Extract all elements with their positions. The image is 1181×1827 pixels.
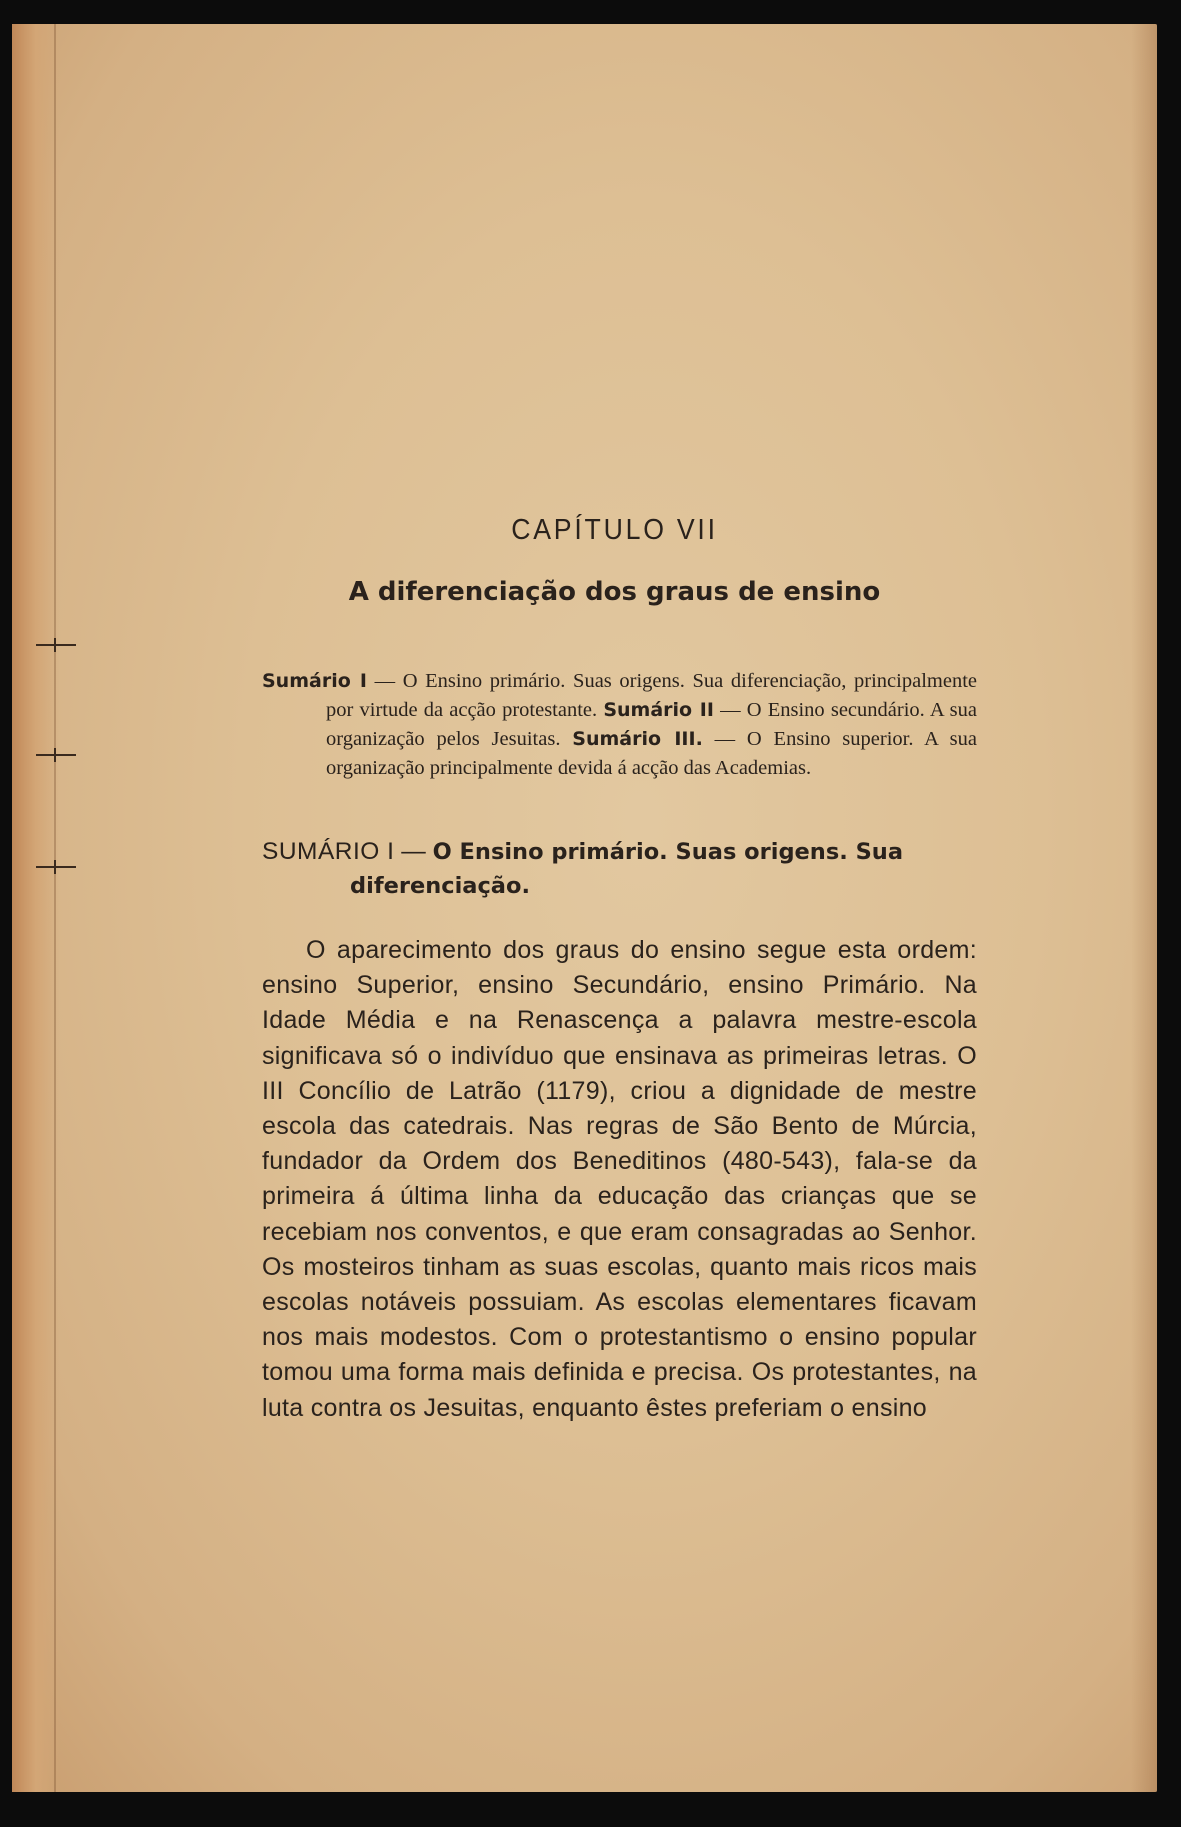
margin-mark: [36, 754, 76, 756]
page-content: [252, 514, 977, 1426]
summary-label-3: Sumário III.: [572, 728, 703, 750]
summary-label-2: Sumário II: [603, 699, 714, 721]
page-gutter: [12, 24, 60, 1792]
summary-text-3: — O Ensino superior. A sua organização principalmente devida á acção das Academias.: [326, 728, 977, 779]
chapter-summary: [262, 667, 977, 783]
body-paragraph: O aparecimento dos graus do ensino segue esta ordem: ensino Superior, ensino Secundário, ensino Primário. Na Idade Média e na Renascença a palavra mestre-escola significava só o indivíduo que ensinava as primeiras letras. O III Concílio de Latrão (1179), criou a dignidade de mestre escola das catedrais. Nas regras de São Bento de Múrcia, fundador da Ordem dos Beneditinos (480-543), fala-se da primeira á última linha da educação das crianças que se recebiam nos conventos, e que eram consagradas ao Senhor. Os mosteiros tinham as suas escolas, quanto mais ricos mais escolas notáveis possuiam. As escolas elementares ficavam nos mais modestos. Com o protestantismo o ensino popular tomou uma forma mais definida e precisa. Os protestantes, na luta contra os Jesuitas, enquanto êstes preferiam o ensino: [262, 936, 977, 1422]
chapter-title: A diferenciação dos graus de ensino: [348, 577, 881, 607]
section-separator: —: [394, 838, 433, 865]
margin-mark: [36, 866, 76, 868]
section-heading: [262, 835, 977, 903]
page-edge-shadow: [1131, 24, 1157, 1792]
chapter-heading: CAPÍTULO VII: [511, 514, 718, 546]
book-page: [12, 24, 1157, 1792]
summary-text-1: — O Ensino primário. Suas origens. Sua diferenciação, principalmente por virtude da acção protestante.: [326, 670, 977, 721]
summary-label-1: Sumário I: [262, 670, 367, 692]
margin-mark: [36, 644, 76, 646]
summary-text-2: — O Ensino secundário. A sua organização pelos Jesuitas.: [326, 699, 977, 750]
gutter-fold-line: [54, 24, 56, 1792]
section-label: SUMÁRIO I: [262, 838, 395, 865]
section-title: O Ensino primário. Suas origens. Sua diferenciação.: [350, 839, 904, 899]
